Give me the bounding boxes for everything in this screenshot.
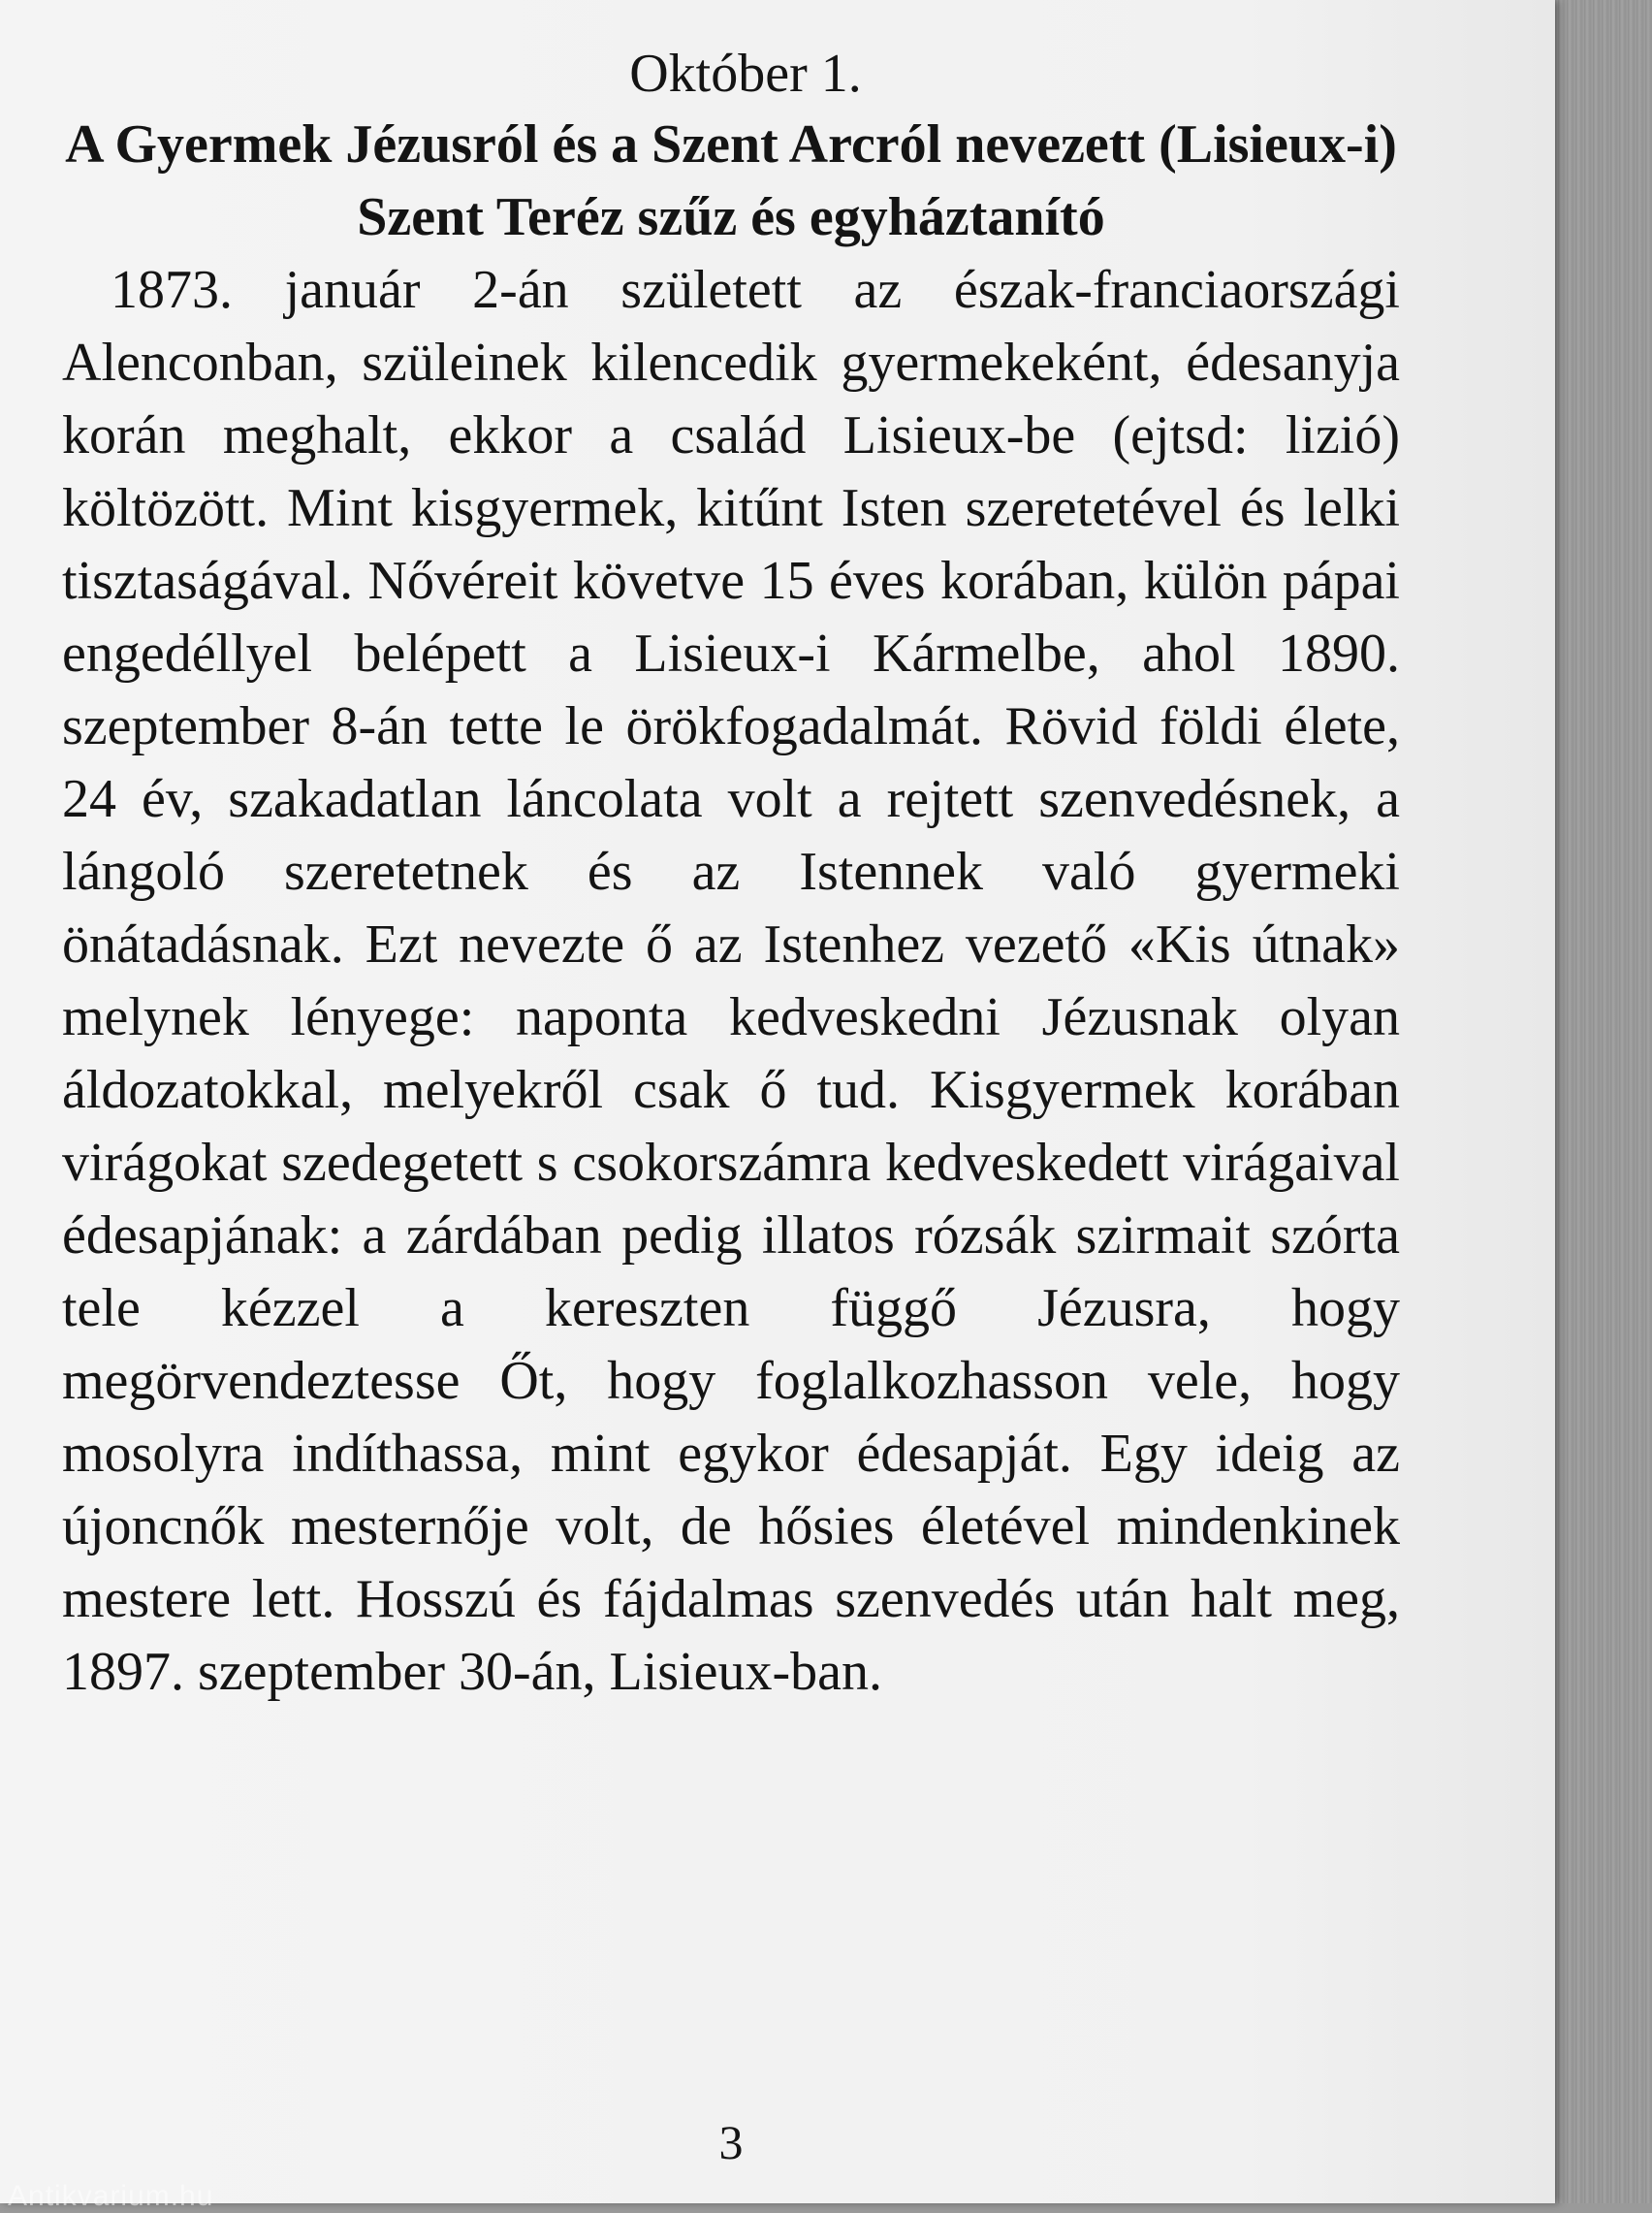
page-number: 3	[718, 2115, 744, 2169]
page-content	[62, 39, 1400, 1709]
biography-paragraph: 1873. január 2-án született az észak-franciaországi Alenconban, szüleinek kilencedik gyermekeként, édesanyja korán meghalt, ekkor a család Lisieux-be (ejtsd: lizió) költözött. Mint kisgyermek, kitűnt Isten szeretetével és lelki tisztaságával. Nővéreit követve 15 éves korában, külön pápai engedéllyel belépett a Lisieux-i Kármelbe, ahol 1890. szeptember 8-án tette le örökfogadalmát. Rövid földi élete, 24 év, szakadatlan láncolata volt a rejtett szenvedésnek, a lángoló szeretetnek és az Istennek való gyermeki önátadásnak. Ezt nevezte ő az Istenhez vezető «Kis útnak» melynek lényege: naponta kedveskedni Jézusnak olyan áldozatokkal, melyekről csak ő tud. Kisgyermek korában virágokat szedegetett s csokorszámra kedveskedett virágaival édesapjának: a zárdában pedig illatos rózsák szirmait szórta tele kézzel a kereszten függő Jézusra, hogy megörvendeztesse Őt, hogy foglalkozhasson vele, hogy mosolyra indíthassa, mint egykor édesapját. Egy ideig az újoncnők mesternője volt, de hősies életével mindenkinek mestere lett. Hosszú és fájdalmas szenvedés után halt meg, 1897. szeptember 30-án, Lisieux-ban.	[62, 260, 1400, 1702]
feast-date: Október 1.	[629, 44, 862, 104]
watermark-text: Antikvarium.hu	[8, 2180, 214, 2212]
saint-title: A Gyermek Jézusról és a Szent Arcról nevezett (Lisieux-i) Szent Teréz szűz és egyháztanító	[65, 114, 1397, 247]
adjacent-page-edge	[1549, 0, 1652, 2203]
